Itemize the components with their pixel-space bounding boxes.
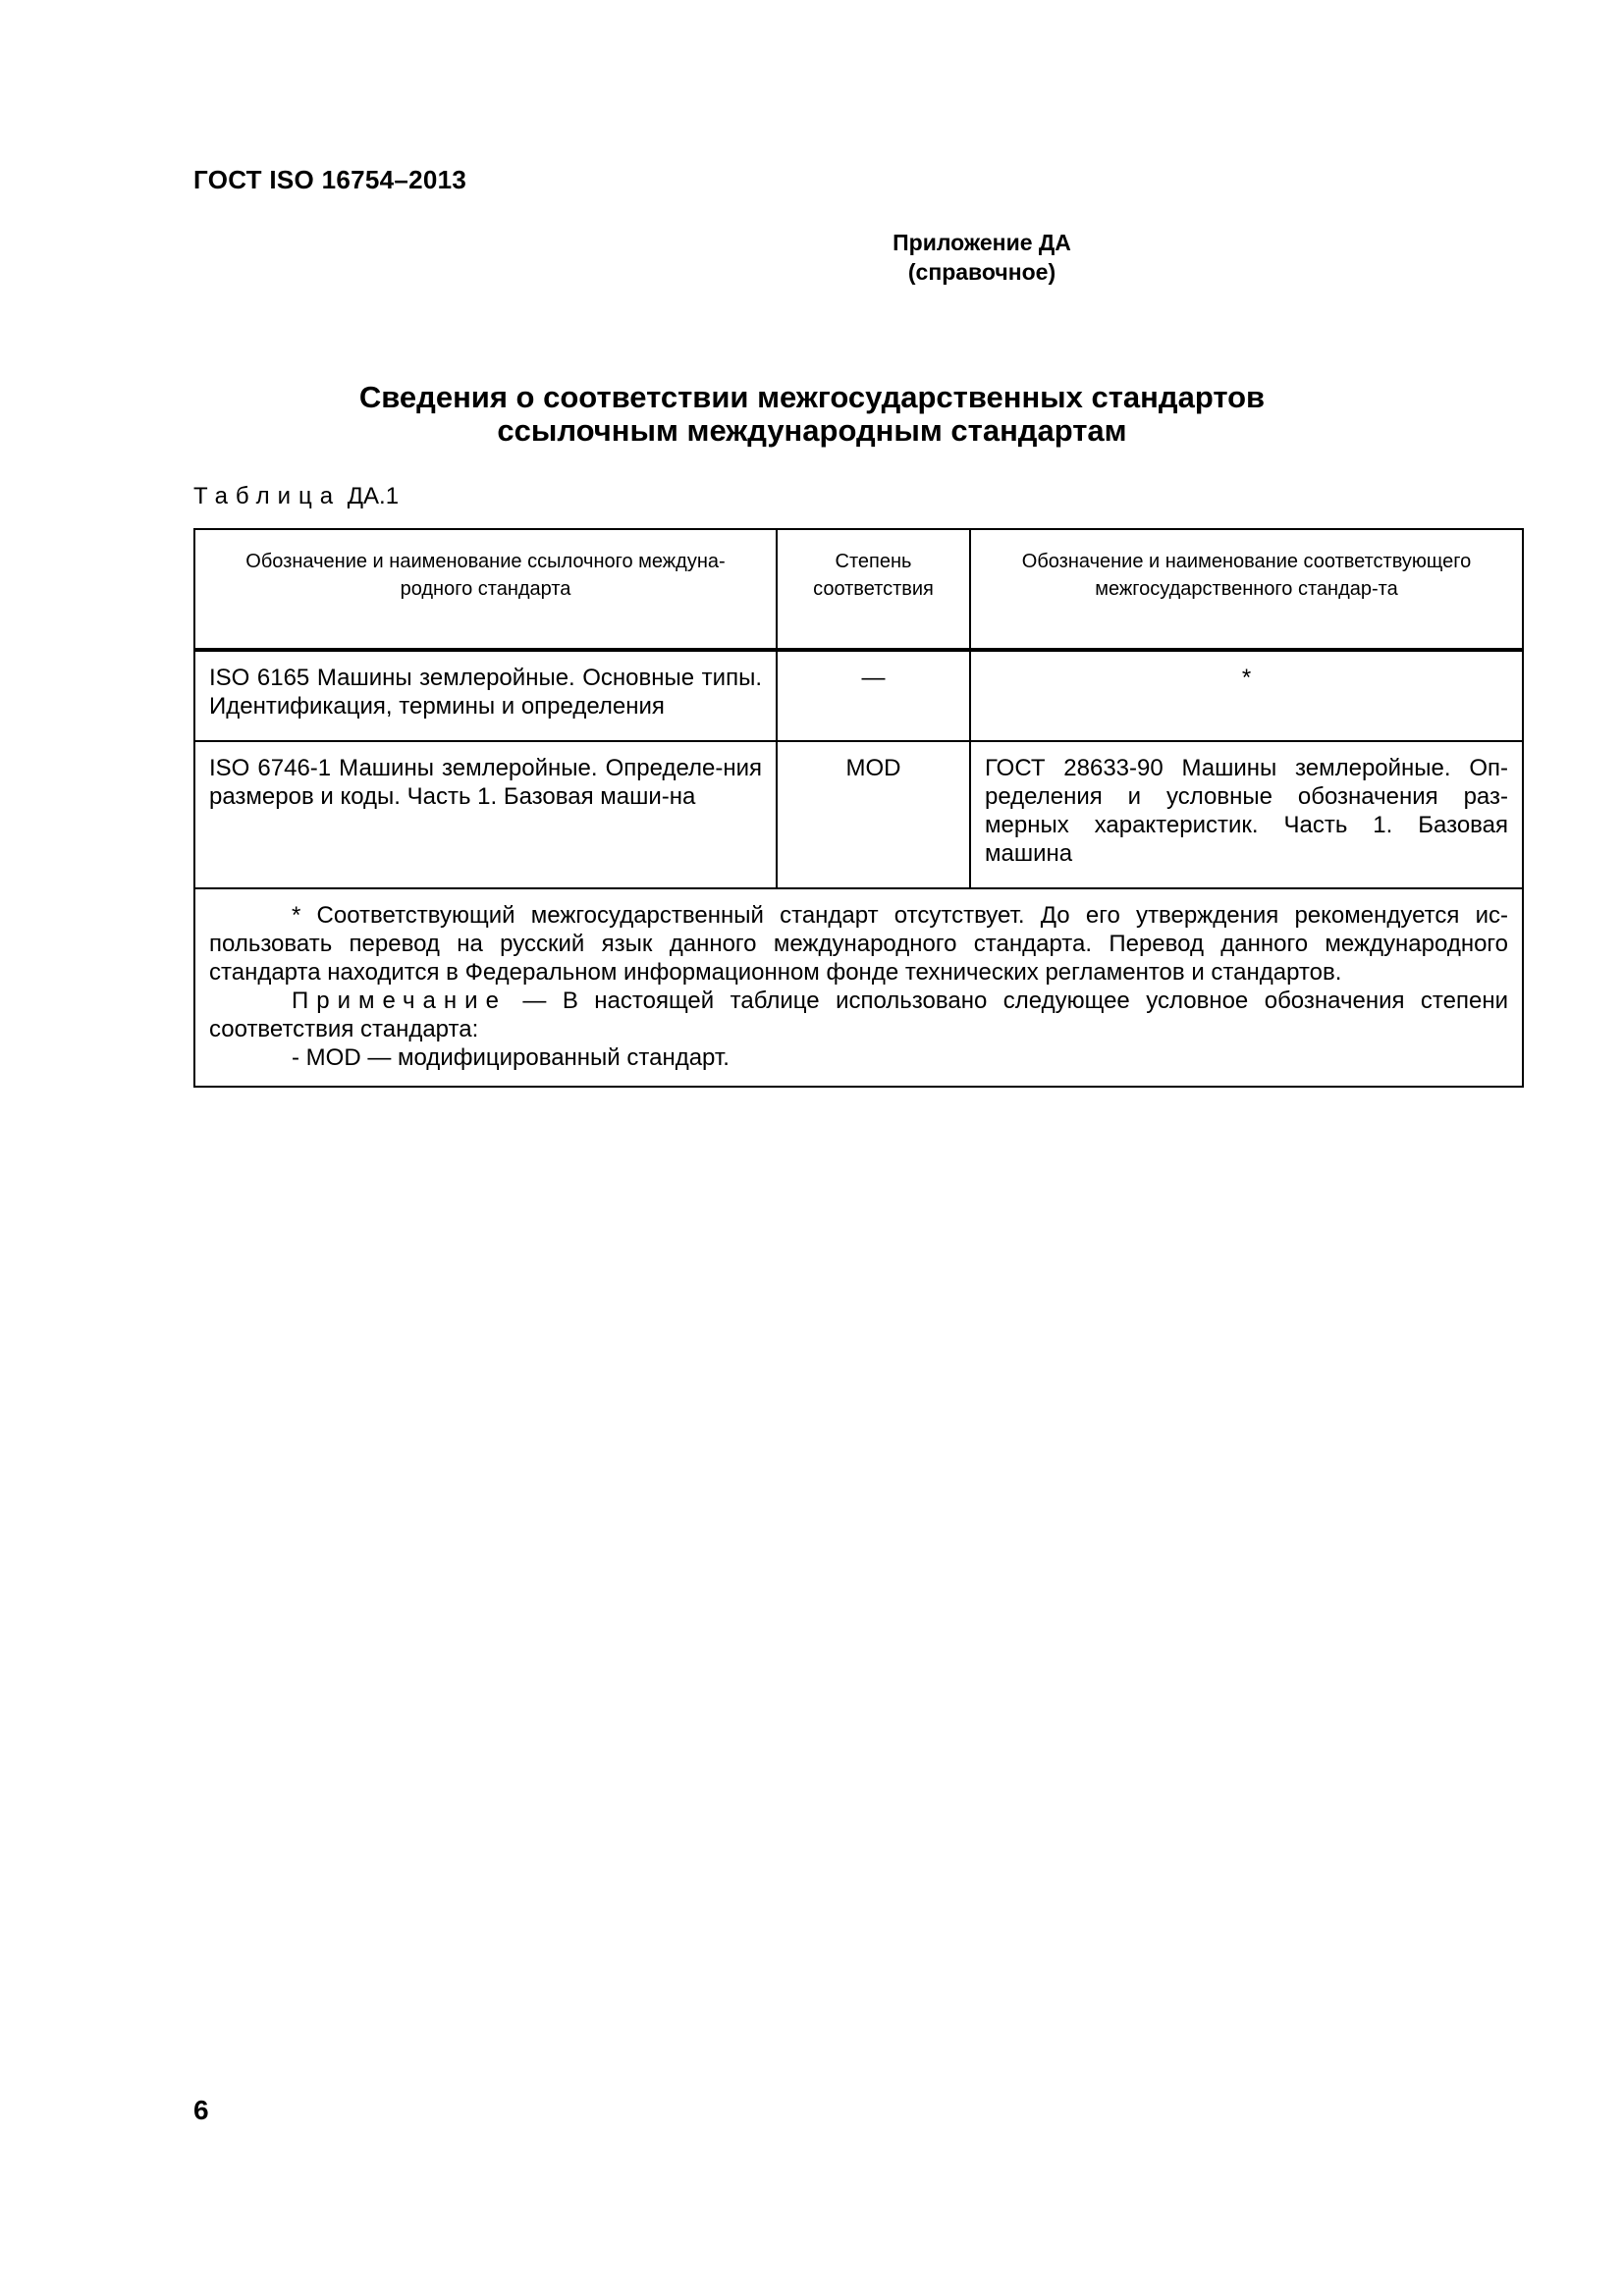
cell-reference: ISO 6165 Машины землеройные. Основные типы. Идентификация, термины и определения (194, 650, 777, 741)
table-header-row (194, 529, 1523, 650)
appendix-heading (589, 228, 1375, 287)
table-label (193, 483, 399, 510)
table-row (194, 650, 1523, 741)
page-number: 6 (193, 2095, 209, 2125)
header-degree: Степень соответствия (777, 529, 970, 650)
page-title-line-2: ссылочным международным стандартам (497, 413, 1127, 448)
cell-degree: — (777, 650, 970, 741)
appendix-type: (справочное) (907, 259, 1056, 285)
note-text: — В настоящей таблице использовано следующее условное обозначения степени соответствия стандарта: (209, 988, 1508, 1042)
table-label-number: ДА.1 (347, 483, 400, 509)
table-note-row (194, 888, 1523, 1087)
cell-degree: MOD (777, 741, 970, 888)
note-paragraph (209, 987, 1508, 1043)
cell-interstate: * (970, 650, 1523, 741)
correspondence-table (193, 528, 1524, 1088)
page-title (193, 381, 1431, 448)
note-label: Примечание (292, 988, 507, 1014)
table-label-word: Таблица (193, 483, 342, 509)
document-header: ГОСТ ISO 16754–2013 (193, 165, 467, 194)
table-row (194, 741, 1523, 888)
appendix-title: Приложение ДА (893, 230, 1071, 255)
cell-interstate: ГОСТ 28633-90 Машины землеройные. Оп-ределения и условные обозначения раз-мерных характеристик. Часть 1. Базовая машина (970, 741, 1523, 888)
page-title-line-1: Сведения о соответствии межгосударственных стандартов (358, 380, 1266, 414)
cell-reference: ISO 6746-1 Машины землеройные. Определе-ния размеров и коды. Часть 1. Базовая маши-на (194, 741, 777, 888)
header-reference-standard: Обозначение и наименование ссылочного междуна-родного стандарта (194, 529, 777, 650)
header-interstate-standard: Обозначение и наименование соответствующего межгосударственного стандар-та (970, 529, 1523, 650)
table-footnote-cell (194, 888, 1523, 1087)
note-item: - MOD — модифицированный стандарт. (292, 1044, 730, 1071)
footnote-text: * Соответствующий межгосударственный стандарт отсутствует. До его утверждения рекомендуется ис-пользовать перевод на русский язык данного международного стандарта. Перевод данного международного стандарта находится в Федеральном информационном фонде технических регламентов и стандартов. (209, 902, 1508, 986)
